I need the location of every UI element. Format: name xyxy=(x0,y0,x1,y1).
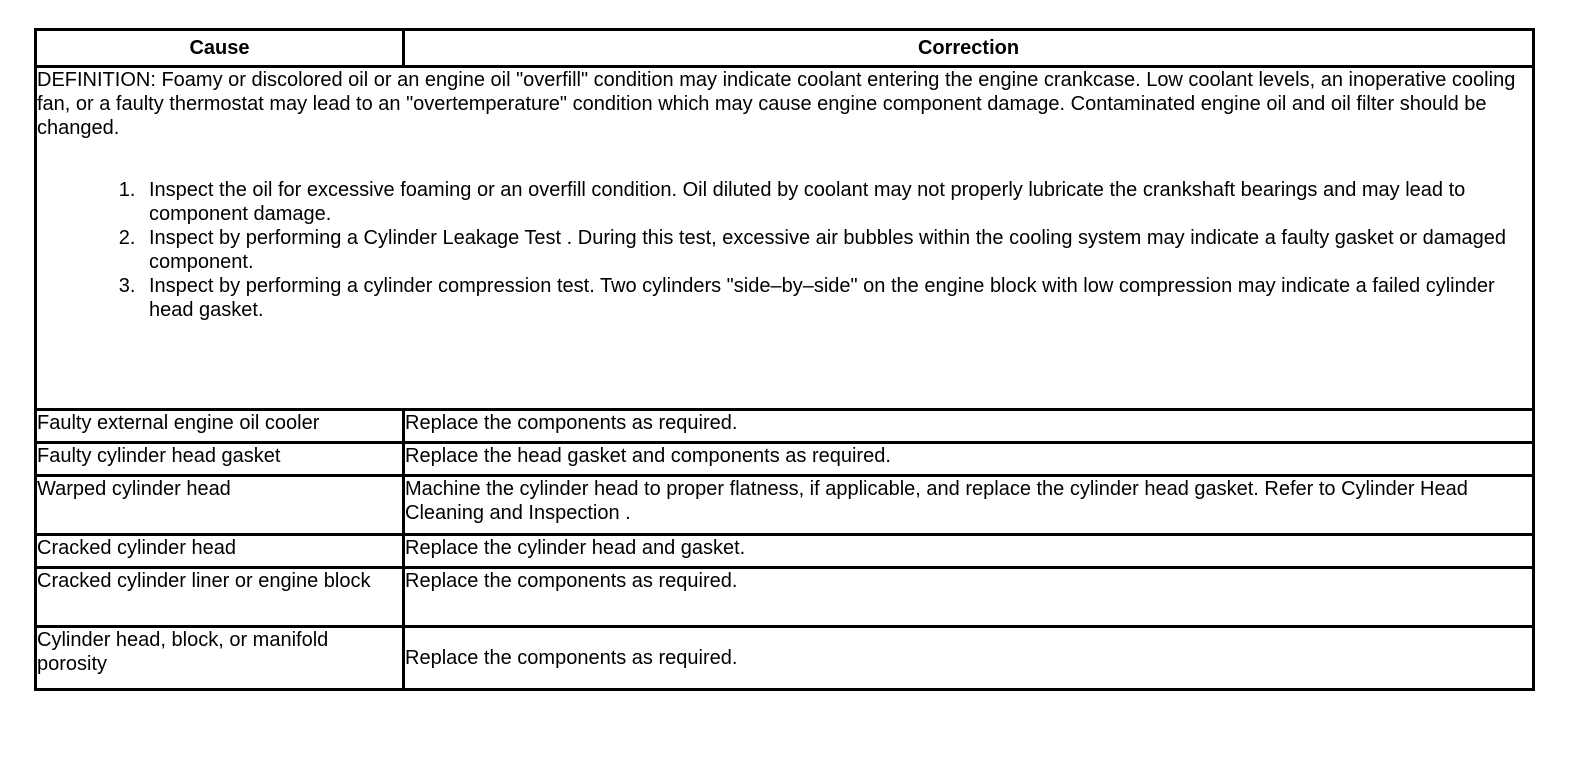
header-row xyxy=(36,30,1534,67)
step-2: 2. Inspect by performing a Cylinder Leakage Test . During this test, excessive air bubbles within the cooling system may indicate a faulty gasket or damaged component. xyxy=(141,226,1532,274)
cause-header: Cause xyxy=(36,30,404,67)
correction-cell: Replace the components as required. xyxy=(404,627,1534,690)
table-row xyxy=(36,568,1534,627)
correction-header: Correction xyxy=(404,30,1534,67)
inspection-steps xyxy=(37,178,1532,322)
correction-cell: Replace the cylinder head and gasket. xyxy=(404,535,1534,568)
cause-cell: Faulty cylinder head gasket xyxy=(36,443,404,476)
table-row xyxy=(36,443,1534,476)
definition-row xyxy=(36,67,1534,410)
step-3: 3. Inspect by performing a cylinder compression test. Two cylinders "side–by–side" on the engine block with low compression may indicate a failed cylinder head gasket. xyxy=(141,274,1532,322)
definition-text: DEFINITION: Foamy or discolored oil or an engine oil "overfill" condition may indicate coolant entering the engine crankcase. Low coolant levels, an inoperative cooling fan, or a faulty thermostat may lead to an "overtemperature" condition which may cause engine component damage. Contaminated engine oil and oil filter should be changed. xyxy=(37,69,1516,139)
diagnosis-table xyxy=(34,28,1535,691)
cause-cell: Faulty external engine oil cooler xyxy=(36,410,404,443)
table-row xyxy=(36,410,1534,443)
correction-cell: Replace the components as required. xyxy=(404,568,1534,627)
cause-cell: Cracked cylinder liner or engine block xyxy=(36,568,404,627)
correction-cell: Replace the head gasket and components as required. xyxy=(404,443,1534,476)
step-1: 1. Inspect the oil for excessive foaming or an overfill condition. Oil diluted by coolant may not properly lubricate the crankshaft bearings and may lead to component damage. xyxy=(141,178,1532,226)
definition-cell xyxy=(36,67,1534,410)
correction-cell: Replace the components as required. xyxy=(404,410,1534,443)
cause-cell: Cracked cylinder head xyxy=(36,535,404,568)
cause-cell: Cylinder head, block, or manifold porosity xyxy=(36,627,404,690)
table-row xyxy=(36,535,1534,568)
correction-cell: Machine the cylinder head to proper flatness, if applicable, and replace the cylinder head gasket. Refer to Cylinder Head Cleaning and Inspection . xyxy=(404,476,1534,535)
table-row xyxy=(36,476,1534,535)
table-row xyxy=(36,627,1534,690)
cause-cell: Warped cylinder head xyxy=(36,476,404,535)
